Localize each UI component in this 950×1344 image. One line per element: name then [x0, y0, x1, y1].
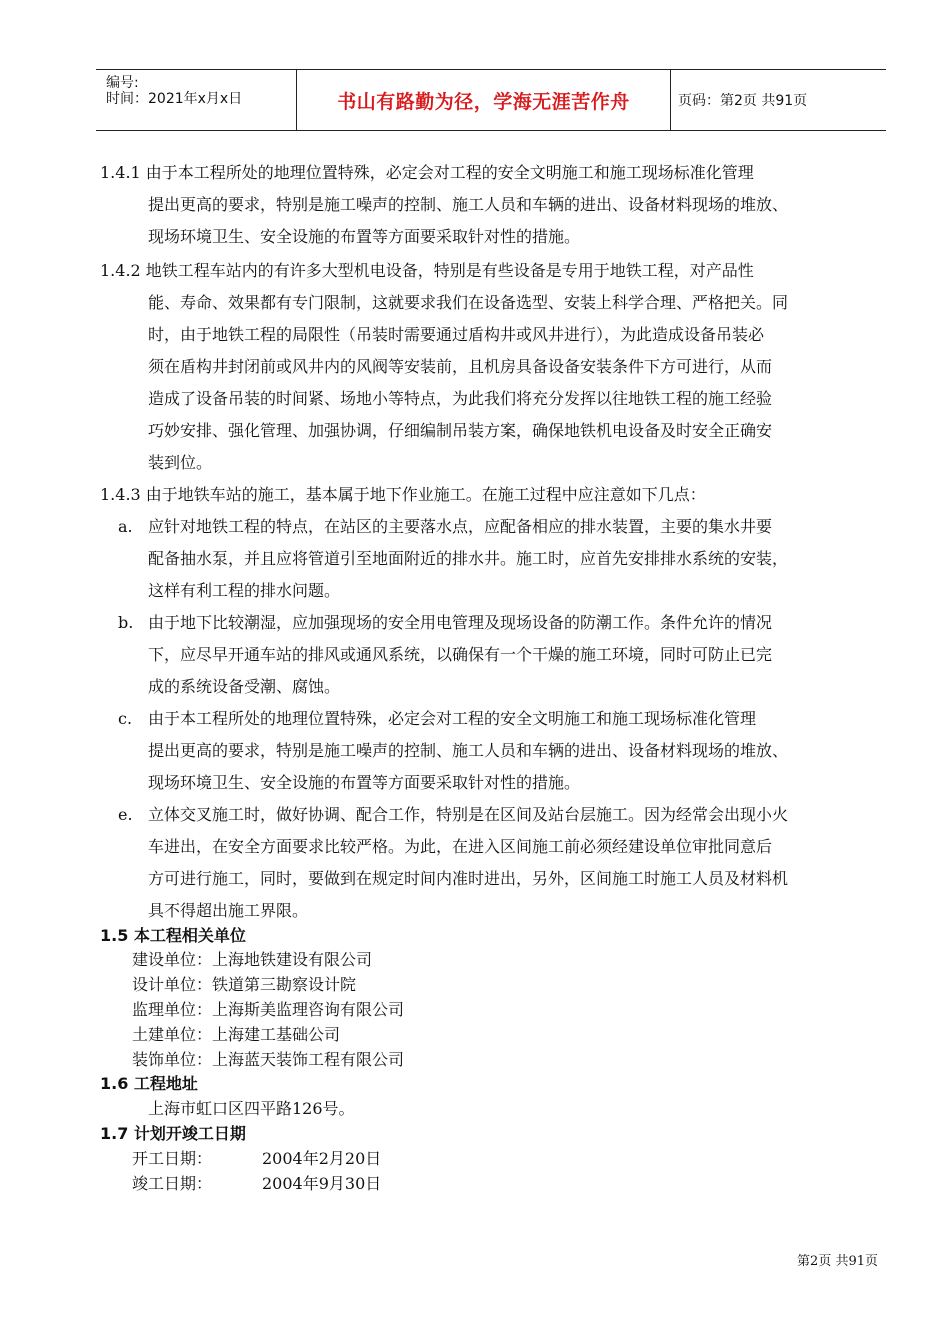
item-e-line-1: 立体交叉施工时，做好协调、配合工作，特别是在区间及站台层施工。因为经常会出现小火 [148, 805, 789, 824]
page-code: 页码：第2页 共91页 [678, 93, 808, 109]
unit-row-2: 设计单位：铁道第三勘察设计院 [132, 975, 357, 994]
motto: 书山有路勤为径，学海无涯苦作舟 [337, 91, 630, 113]
start-date-label: 开工日期： [132, 1149, 213, 1168]
page-header [96, 69, 886, 131]
item-c-line-2: 提出更高的要求，特别是施工噪声的控制、施工人员和车辆的进出、设备材料现场的堆放、 [148, 741, 789, 760]
p142-line-4: 须在盾构井封闭前或风井内的风阀等安装前，且机房具备设备安装条件下方可进行，从而 [148, 357, 773, 376]
header-page-cell [670, 70, 886, 130]
unit-row-1: 建设单位：上海地铁建设有限公司 [132, 950, 373, 969]
unit-row-5: 装饰单位：上海蓝天装饰工程有限公司 [132, 1050, 405, 1069]
item-c-line-1: 由于本工程所处的地理位置特殊，必定会对工程的安全文明施工和施工现场标准化管理 [148, 709, 757, 728]
section-1-5-title: 1.5 本工程相关单位 [100, 926, 246, 945]
p142-line-1: 1.4.2 地铁工程车站内的有许多大型机电设备，特别是有些设备是专用于地铁工程，对产品性 [100, 261, 754, 280]
unit-row-3: 监理单位：上海斯美监理咨询有限公司 [132, 1000, 405, 1019]
item-e-line-2: 车进出，在安全方面要求比较严格。为此，在进入区间施工前必须经建设单位审批同意后 [148, 837, 773, 856]
p143-line: 1.4.3 由于地铁车站的施工，基本属于地下作业施工。在施工过程中应注意如下几点： [100, 485, 706, 504]
item-e-marker: e. [118, 805, 133, 824]
item-a-line-3: 这样有利工程的排水问题。 [148, 581, 341, 600]
item-b-line-1: 由于地下比较潮湿，应加强现场的安全用电管理及现场设备的防潮工作。条件允许的情况 [148, 613, 773, 632]
project-address: 上海市虹口区四平路126号。 [148, 1099, 355, 1118]
section-1-6-title: 1.6 工程地址 [100, 1074, 198, 1093]
item-b-line-3: 成的系统设备受潮、腐蚀。 [148, 677, 341, 696]
p142-line-3: 时，由于地铁工程的局限性（吊装时需要通过盾构井或风井进行），为此造成设备吊装必 [148, 325, 765, 344]
item-b-marker: b. [118, 613, 134, 632]
item-a-line-2: 配备抽水泵，并且应将管道引至地面附近的排水井。施工时，应首先安排排水系统的安装， [148, 549, 789, 568]
p142-line-6: 巧妙安排、强化管理、加强协调，仔细编制吊装方案，确保地铁机电设备及时安全正确安 [148, 421, 773, 440]
item-e-line-3: 方可进行施工，同时，要做到在规定时间内准时进出，另外，区间施工时施工人员及材料机 [148, 869, 789, 888]
time-label: 时间：2021年x月x日 [106, 91, 243, 107]
header-motto-cell [296, 70, 671, 130]
p141-line-2: 提出更高的要求，特别是施工噪声的控制、施工人员和车辆的进出、设备材料现场的堆放、 [148, 195, 789, 214]
p141-line-1: 1.4.1 由于本工程所处的地理位置特殊，必定会对工程的安全文明施工和施工现场标准化管理 [100, 163, 754, 182]
item-c-line-3: 现场环境卫生、安全设施的布置等方面要采取针对性的措施。 [148, 773, 581, 792]
p141-line-3: 现场环境卫生、安全设施的布置等方面要采取针对性的措施。 [148, 227, 581, 246]
p142-line-5: 造成了设备吊装的时间紧、场地小等特点，为此我们将充分发挥以往地铁工程的施工经验 [148, 389, 773, 408]
header-meta-cell [96, 70, 296, 130]
item-a-line-1: 应针对地铁工程的特点，在站区的主要落水点，应配备相应的排水装置，主要的集水井要 [148, 517, 773, 536]
end-date-label: 竣工日期： [132, 1174, 213, 1193]
page-footer: 第2页 共91页 [797, 1254, 878, 1269]
p142-line-7: 装到位。 [148, 453, 213, 472]
item-e-line-4: 具不得超出施工界限。 [148, 901, 309, 920]
p142-line-2: 能、寿命、效果都有专门限制，这就要求我们在设备选型、安装上科学合理、严格把关。同 [148, 293, 789, 312]
item-c-marker: c. [118, 709, 133, 728]
section-1-7-title: 1.7 计划开竣工日期 [100, 1124, 246, 1143]
item-b-line-2: 下，应尽早开通车站的排风或通风系统，以确保有一个干燥的施工环境，同时可防止已完 [148, 645, 773, 664]
item-a-marker: a. [118, 517, 133, 536]
start-date-value: 2004年2月20日 [262, 1149, 382, 1168]
number-label: 编号: [106, 75, 139, 91]
end-date-value: 2004年9月30日 [262, 1174, 382, 1193]
unit-row-4: 土建单位：上海建工基础公司 [132, 1025, 341, 1044]
